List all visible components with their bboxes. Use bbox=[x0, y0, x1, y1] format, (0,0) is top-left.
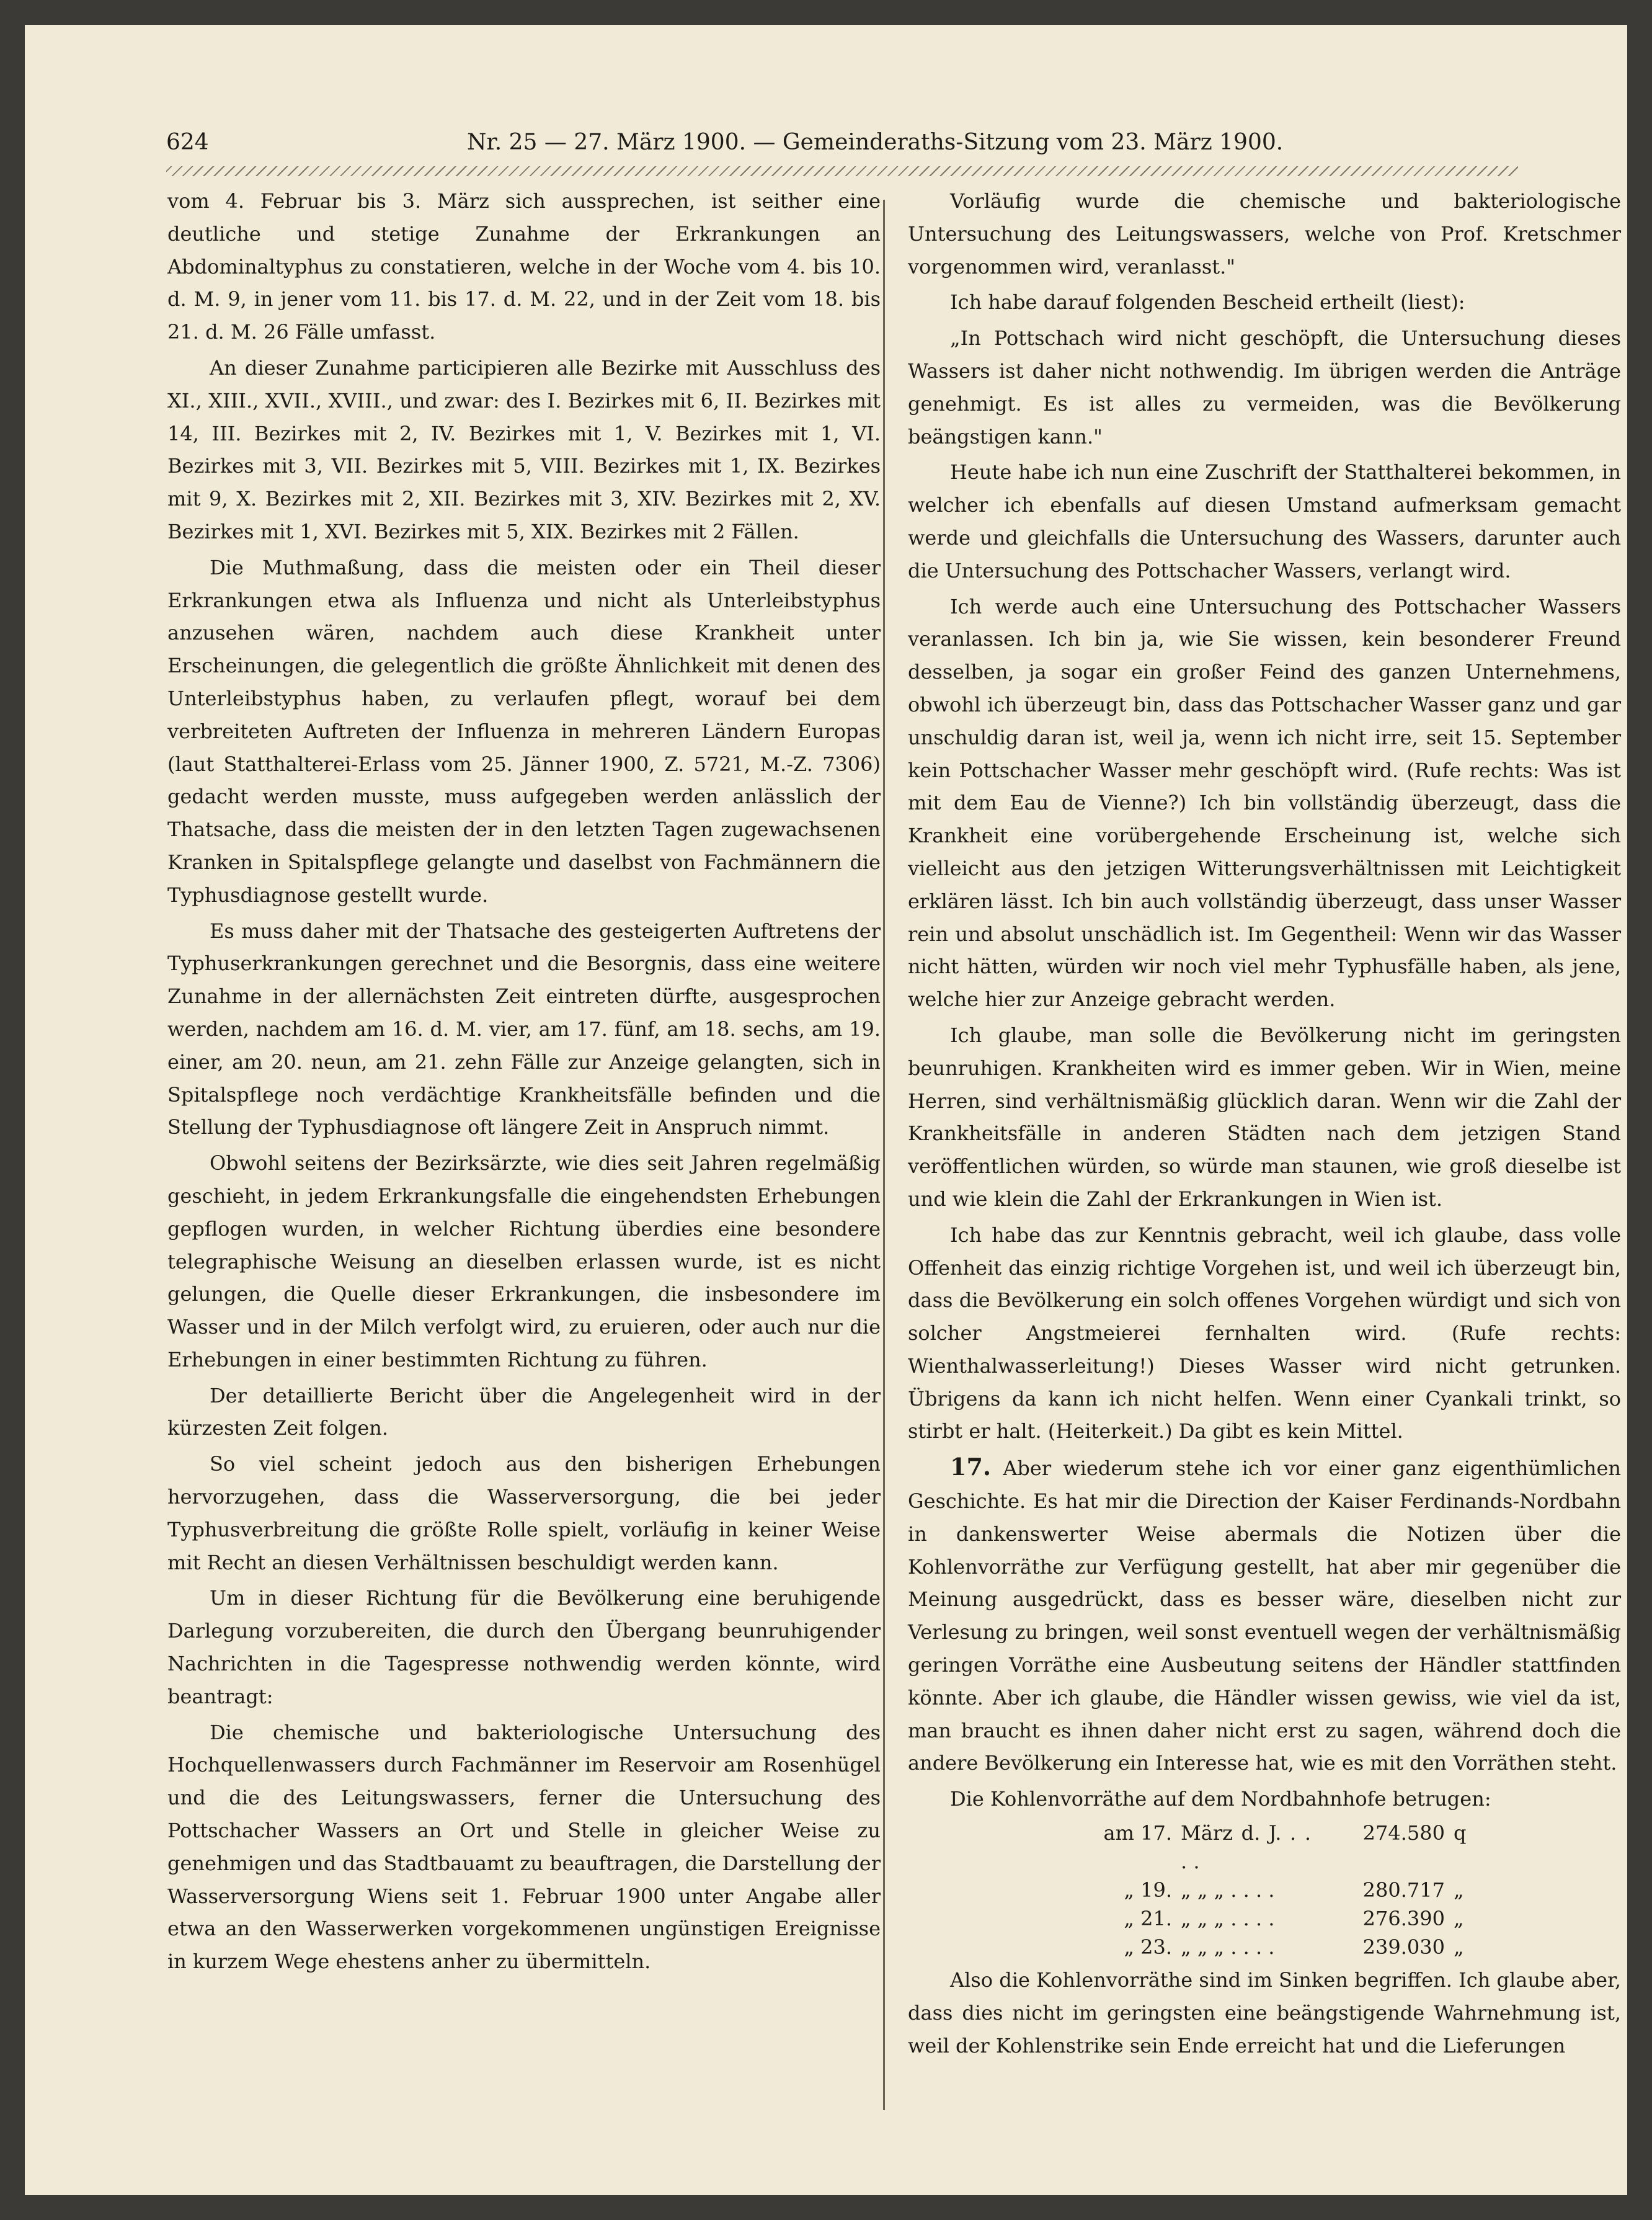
table-unit: q bbox=[1454, 1821, 1467, 1845]
paragraph: So viel scheint jedoch aus den bisherigen Erhebungen hervorzugehen, dass die Wasserversorgung, die bei jeder Typhusverbreitung die größte Rolle spielt, vorläufig in keiner Weise mit Recht an diesen Verhältnissen beschuldigt werden kann. bbox=[167, 1452, 881, 1574]
table-month: „ „ „ . . . . bbox=[1181, 1907, 1275, 1931]
table-value: 276.390 bbox=[1362, 1907, 1445, 1931]
paragraph: vom 4. Februar bis 3. März sich aussprechen, ist seither eine deutliche und stetige Zunahme der Erkrankungen an Abdominaltyphus zu constatieren, welche in der Woche vom 4. bis 10. d. M. 9, in jener vom 11. bis 17. d. M. 22, und in der Zeit vom 18. bis 21. d. M. 26 Fälle umfasst. bbox=[167, 189, 881, 344]
table-month: „ „ „ . . . . bbox=[1181, 1935, 1275, 1959]
table-unit: „ bbox=[1454, 1907, 1464, 1931]
running-title: Nr. 25 — 27. März 1900. — Gemeinderaths-Sitzung vom 23. März 1900. bbox=[467, 130, 1284, 155]
paragraph: Ich habe das zur Kenntnis gebracht, weil ich glaube, dass volle Offenheit das einzig richtige Vorgehen ist, und weil ich überzeugt bin, dass die Bevölkerung ein solch offenes Vorgehen würdigt und sich von solcher Angstmeierei fernhalten wird. (Rufe rechts: Wienthalwasserleitung!) Dieses Wasser wird nicht getrunken. Übrigens da kann ich nicht helfen. Wenn einer Cyankali trinkt, so stirbt er halt. (Heiterkeit.) Da gibt es kein Mittel. bbox=[908, 1223, 1621, 1443]
table-date: am 17. bbox=[1103, 1821, 1172, 1845]
table-month: März d. J. . . . . bbox=[1181, 1821, 1311, 1874]
table-unit: „ bbox=[1454, 1935, 1464, 1959]
paragraph: Die Muthmaßung, dass die meisten oder ein Theil dieser Erkrankungen etwa als Influenza und nicht als Unterleibstyphus anzusehen wären, nachdem auch diese Krankheit unter Erscheinungen, die gelegentlich die größte Ähnlichkeit mit denen des Unterleibstyphus haben, zu verlaufen pflegt, worauf bei dem verbreiteten Auftreten der Influenza in mehreren Ländern Europas (laut Statthalterei-Erlass vom 25. Jänner 1900, Z. 5721, M.-Z. 7306) gedacht werden musste, muss aufgegeben werden anlässlich der Thatsache, dass die meisten der in den letzten Tagen zugewachsenen Kranken in Spitalspflege gelangte und daselbst von Fachmännern die Typhusdiagnose gestellt wurde. bbox=[167, 555, 881, 907]
section-text: Aber wiederum stehe ich vor einer ganz eigenthümlichen Geschichte. Es hat mir die Direction der Kaiser Ferdinands-Nordbahn in dankenswerter Weise abermals die Notizen über die Kohlenvorräthe zur Verfügung gestellt, hat aber mir gegenüber die Meinung ausgedrückt, dass es besser wäre, dieselben nicht zur Verlesung zu bringen, weil sonst eventuell wegen der verhältnismäßig geringen Vorräthe eine Ausbeutung seitens der Händler stattfinden könnte. Aber ich glaube, die Händler wissen gewiss, wie viel da ist, man braucht es ihnen daher nicht erst zu sagen, während doch die andere Bevölkerung ein Interesse hat, wie es mit den Vorräthen steht. bbox=[908, 1456, 1622, 1775]
page-header bbox=[166, 124, 1518, 161]
paragraph: Obwohl seitens der Bezirksärzte, wie dies seit Jahren regelmäßig geschieht, in jedem Erkrankungsfalle die eingehendsten Erhebungen gepflogen wurden, in welcher Richtung überdies eine besondere telegraphische Weisung an dieselben erlassen wurde, ist es nicht gelungen, die Quelle dieser Erkrankungen, die insbesondere im Wasser und in der Milch verfolgt wird, zu eruieren, oder auch nur die Erhebungen in einer bestimmten Richtung zu führen. bbox=[167, 1151, 881, 1371]
paragraph: An dieser Zunahme participieren alle Bezirke mit Ausschluss des XI., XIII., XVII., XVIII., und zwar: des I. Bezirkes mit 6, II. Bezirkes mit 14, III. Bezirkes mit 2, IV. Bezirkes mit 1, V. Bezirkes mit 1, VI. Bezirkes mit 3, VII. Bezirkes mit 5, VIII. Bezirkes mit 1, IX. Bezirkes mit 9, X. Bezirkes mit 2, XII. Bezirkes mit 3, XIV. Bezirkes mit 2, XV. Bezirkes mit 1, XVI. Bezirkes mit 5, XIX. Bezirkes mit 2 Fällen. bbox=[167, 355, 881, 543]
table-value: 239.030 bbox=[1362, 1935, 1445, 1959]
table-row bbox=[908, 1904, 1621, 1933]
paragraph: Ich glaube, man solle die Bevölkerung nicht im geringsten beunruhigen. Krankheiten wird es immer geben. Wir in Wien, meine Herren, sind verhältnismäßig glücklich daran. Wenn wir die Zahl der Krankheitsfälle in anderen Städten nach dem jetzigen Stand veröffentlichen würden, so würde man staunen, wie groß dieselbe ist und wie klein die Zahl der Erkrankungen in Wien ist. bbox=[908, 1023, 1621, 1211]
coal-stock-table bbox=[908, 1819, 1621, 1961]
column-divider bbox=[883, 200, 885, 2110]
paragraph: Es muss daher mit der Thatsache des gesteigerten Auftretens der Typhuserkrankungen gerechnet und die Besorgnis, dass eine weitere Zunahme in der allernächsten Zeit eintreten dürfte, ausgesprochen werden, nachdem am 16. d. M. vier, am 17. fünf, am 18. sechs, am 19. einer, am 20. neun, am 21. zehn Fälle zur Anzeige gelangten, sich in Spitalspflege noch verdächtige Krankheitsfälle befinden und die Stellung der Typhusdiagnose oft längere Zeit in Anspruch nimmt. bbox=[167, 919, 881, 1139]
table-intro: Die Kohlenvorräthe auf dem Nordbahnhofe betrugen: bbox=[950, 1787, 1491, 1811]
table-unit: „ bbox=[1454, 1878, 1464, 1902]
paragraph: Ich werde auch eine Untersuchung des Pottschacher Wassers veranlassen. Ich bin ja, wie Sie wissen, kein besonderer Freund desselben, ja sogar ein großer Feind des ganzen Unternehmens, obwohl ich überzeugt bin, dass das Pottschacher Wasser ganz und gar unschuldig daran ist, weil ja, wenn ich nicht irre, seit 15. September kein Pottschacher Wasser mehr geschöpft wird. (Rufe rechts: Was ist mit dem Eau de Vienne?) Ich bin vollständig überzeugt, dass die Krankheit eine vorübergehende Erscheinung ist, welche sich vielleicht aus den jetzigen Witterungsverhältnissen mit Leichtigkeit erklären lässt. Ich bin auch vollständig überzeugt, dass unser Wasser rein und absolut unschädlich ist. Im Gegentheil: Wenn wir das Wasser nicht hätten, würden wir noch viel mehr Typhusfälle haben, als jene, welche hier zur Anzeige gebracht werden. bbox=[908, 594, 1621, 1012]
paragraph: Um in dieser Richtung für die Bevölkerung eine beruhigende Darlegung vorzubereiten, die durch den Übergang beunruhigender Nachrichten in die Tagespresse nothwendig werden könnte, wird beantragt: bbox=[167, 1586, 881, 1708]
paragraph: Also die Kohlenvorräthe sind im Sinken begriffen. Ich glaube aber, dass dies nicht im geringsten eine beängstigende Wahrnehmung ist, weil der Kohlenstrike sein Ende erreicht hat und die Lieferungen bbox=[908, 1968, 1621, 2057]
paragraph: „In Pottschach wird nicht geschöpft, die Untersuchung dieses Wassers ist daher nicht nothwendig. Im übrigen werden die Anträge genehmigt. Es ist alles zu vermeiden, was die Bevölkerung beängstigen kann." bbox=[908, 326, 1621, 448]
paragraph: Die chemische und bakteriologische Untersuchung des Hochquellenwassers durch Fachmänner im Reservoir am Rosenhügel und die des Leitungswassers, ferner die Untersuchung des Pottschacher Wassers an Ort und Stelle in gleicher Weise zu genehmigen und das Stadtbauamt zu beauftragen, die Darstellung der Wasserversorgung Wiens seit 1. Februar 1900 unter Angabe aller etwa an den Wasserwerken vorgekommenen ungünstigen Ereignisse in kurzem Wege ehestens anher zu übermitteln. bbox=[167, 1720, 881, 1974]
document-page bbox=[25, 25, 1627, 2195]
section-17-paragraph bbox=[908, 1451, 1621, 1780]
table-month: „ „ „ . . . . bbox=[1181, 1878, 1275, 1902]
table-value: 274.580 bbox=[1362, 1821, 1445, 1845]
header-rule bbox=[166, 166, 1518, 176]
page-number: 624 bbox=[166, 130, 209, 155]
left-column bbox=[167, 185, 881, 1981]
section-number: 17. bbox=[950, 1453, 992, 1481]
table-date: „ 23. bbox=[1124, 1935, 1172, 1959]
paragraph: Vorläufig wurde die chemische und bakteriologische Untersuchung des Leitungswassers, welche von Prof. Kretschmer vorgenommen wird, veranlasst." bbox=[908, 189, 1621, 279]
table-date: „ 19. bbox=[1124, 1878, 1172, 1902]
table-row bbox=[908, 1876, 1621, 1904]
table-row bbox=[908, 1933, 1621, 1961]
paragraph: Der detaillierte Bericht über die Angelegenheit wird in der kürzesten Zeit folgen. bbox=[167, 1383, 881, 1440]
table-value: 280.717 bbox=[1362, 1878, 1445, 1902]
paragraph: Ich habe darauf folgenden Bescheid ertheilt (liest): bbox=[950, 290, 1465, 314]
table-row bbox=[908, 1819, 1621, 1876]
paragraph: Heute habe ich nun eine Zuschrift der Statthalterei bekommen, in welcher ich ebenfalls auf diesen Umstand aufmerksam gemacht werde und gleichfalls die Untersuchung des Wassers, darunter auch die Untersuchung des Pottschacher Wassers, verlangt wird. bbox=[908, 460, 1621, 582]
right-column bbox=[908, 185, 1621, 2065]
table-date: „ 21. bbox=[1124, 1907, 1172, 1931]
